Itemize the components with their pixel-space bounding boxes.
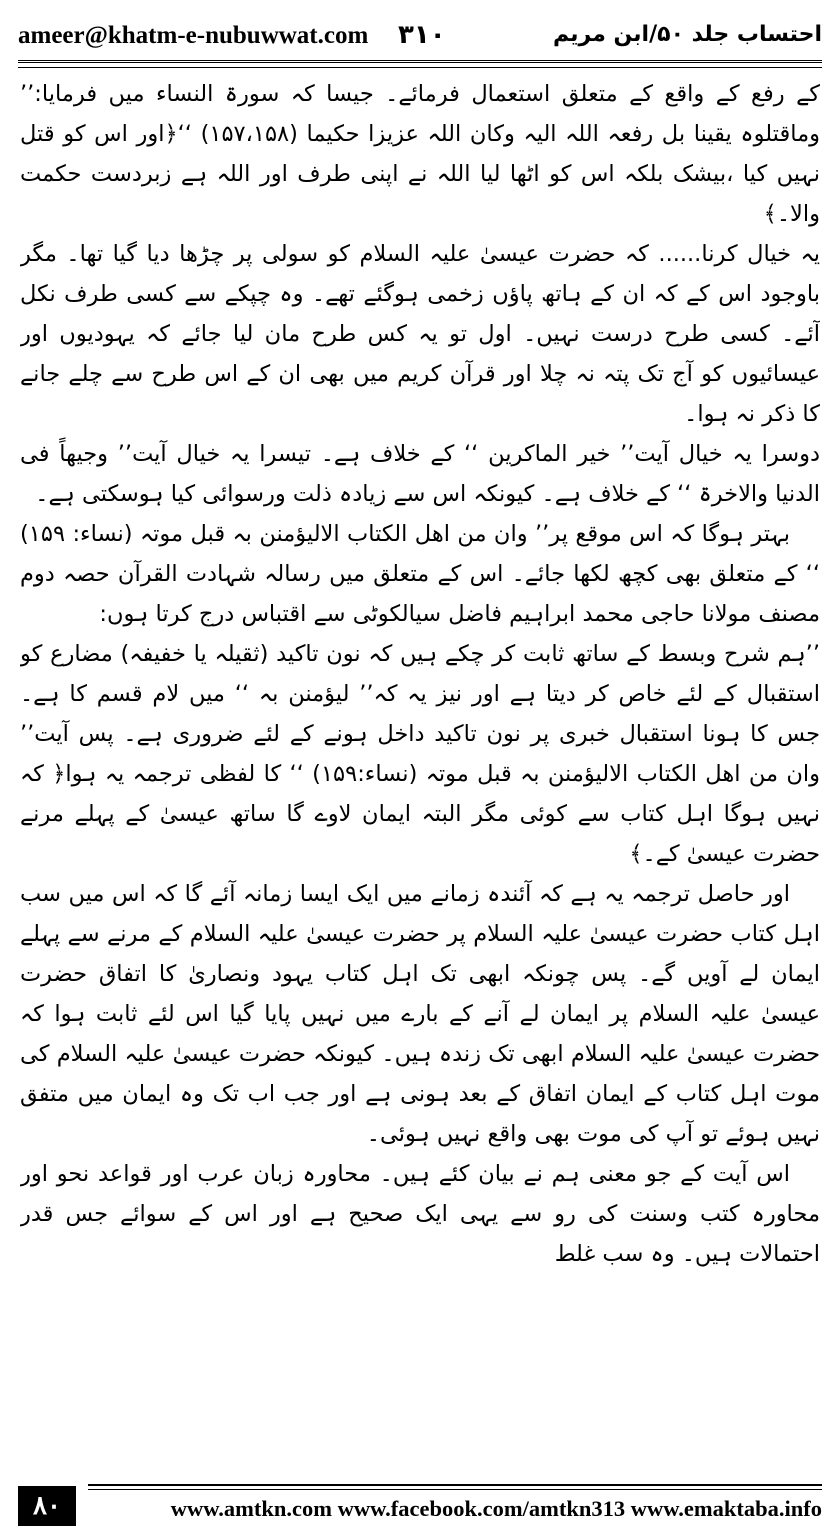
footer-rule <box>88 1484 822 1490</box>
footer-websites: www.amtkn.com www.facebook.com/amtkn313 www.emaktaba.info <box>170 1496 822 1521</box>
page-body <box>20 74 820 1474</box>
paragraph-3: دوسرا یہ خیال آیت’’ خیر الماکرین ‘‘ کے خلاف ہے۔ تیسرا یہ خیال آیت’’ وجیھاً فی الدنیا والاخرۃ ‘‘ کے خلاف ہے۔ کیونکہ اس سے زیادہ ذلت ورسوائی کیا ہوسکتی ہے۔ <box>20 441 820 507</box>
paragraph-4: بہتر ہوگا کہ اس موقع پر’’ وان من اھل الکتاب الالیؤمنن بہ قبل موتہ (نساء: ۱۵۹) ‘‘ کے متعلق بھی کچھ لکھا جائے۔ اس کے متعلق میں رسالہ شہادت القرآن حصہ دوم مصنف مولانا حاجی محمد ابراہیم فاضل سیالکوٹی سے اقتباس درج کرتا ہوں: <box>20 521 820 627</box>
header-rule <box>18 60 822 68</box>
header-page-number: ۳۱۰ <box>398 20 446 50</box>
header-book-title: احتساب جلد ۵۰/ابن مریم <box>553 22 822 47</box>
header-email: ameer@khatm-e-nubuwwat.com <box>18 22 369 49</box>
paragraph-6: اور حاصل ترجمہ یہ ہے کہ آئندہ زمانے میں ایک ایسا زمانہ آئے گا کہ اس میں سب اہل کتاب حضرت عیسیٰ علیہ السلام پر حضرت عیسیٰ علیہ السلام کے مرنے سے پہلے ایمان لے آویں گے۔ پس چونکہ ابھی تک اہل کتاب یہود ونصاریٰ کا اتفاق حضرت عیسیٰ علیہ السلام پر ایمان لے آنے کے بارے میں نہیں پایا گیا اس لئے ثابت ہوا کہ حضرت عیسیٰ علیہ السلام ابھی تک زندہ ہیں۔ کیونکہ حضرت عیسیٰ علیہ السلام کی موت اہل کتاب کے ایمان اتفاق کے بعد ہونی ہے اور جب اب تک وہ ایمان میں متفق نہیں ہوئے تو آپ کی موت بھی واقع نہیں ہوئی۔ <box>20 881 820 1147</box>
paragraph-7: اس آیت کے جو معنی ہم نے بیان کئے ہیں۔ محاورہ زبان عرب اور قواعد نحو اور محاورہ کتب وسنت کی رو سے یہی ایک صحیح ہے اور اس کے سوائے جس قدر احتمالات ہیں۔ وہ سب غلط <box>20 1161 820 1267</box>
page-footer <box>18 1484 822 1530</box>
page-header <box>18 18 822 58</box>
paragraph-1: کے رفع کے واقع کے متعلق استعمال فرمائے۔ جیسا کہ سورۃ النساء میں فرمایا:’’ وماقتلوہ یقینا بل رفعہ اللہ الیہ وکان اللہ عزیزا حکیما (۱۵۷،۱۵۸) ‘‘﴿اور اس کو قتل نہیں کیا ،بیشک بلکہ اس کو اٹھا لیا اللہ نے اپنی طرف اور اللہ ہے زبردست حکمت والا۔﴾ <box>20 81 820 227</box>
footer-page-badge: ۸۰ <box>18 1486 76 1526</box>
paragraph-5: ’’ہم شرح وبسط کے ساتھ ثابت کر چکے ہیں کہ نون تاکید (ثقیلہ یا خفیفہ) مضارع کو استقبال کے لئے خاص کر دیتا ہے اور نیز یہ کہ’’ لیؤمنن بہ ‘‘ میں لام قسم کا ہے۔ جس کا ہونا استقبال خبری پر نون تاکید داخل ہونے کے لئے ضروری ہے۔ پس آیت’’ وان من اھل الکتاب الالیؤمنن بہ قبل موتہ (نساء:۱۵۹) ‘‘ کا لفظی ترجمہ یہ ہوا﴿ کہ نہیں ہوگا اہل کتاب سے کوئی مگر البتہ ایمان لاوے گا ساتھ عیسیٰ کے پہلے مرنے حضرت عیسیٰ کے۔﴾ <box>20 641 820 867</box>
paragraph-2: یہ خیال کرنا...... کہ حضرت عیسیٰ علیہ السلام کو سولی پر چڑھا دیا گیا تھا۔ مگر باوجود اس کے کہ ان کے ہاتھ پاؤں زخمی ہوگئے تھے۔ وہ چپکے سے کسی طرف نکل آئے۔ کسی طرح درست نہیں۔ اول تو یہ کس طرح مان لیا جائے کہ یہودیوں اور عیسائیوں کو آج تک پتہ نہ چلا اور قرآن کریم میں بھی ان کے اس طرح سے چلے جانے کا ذکر نہ ہوا۔ <box>20 241 820 427</box>
